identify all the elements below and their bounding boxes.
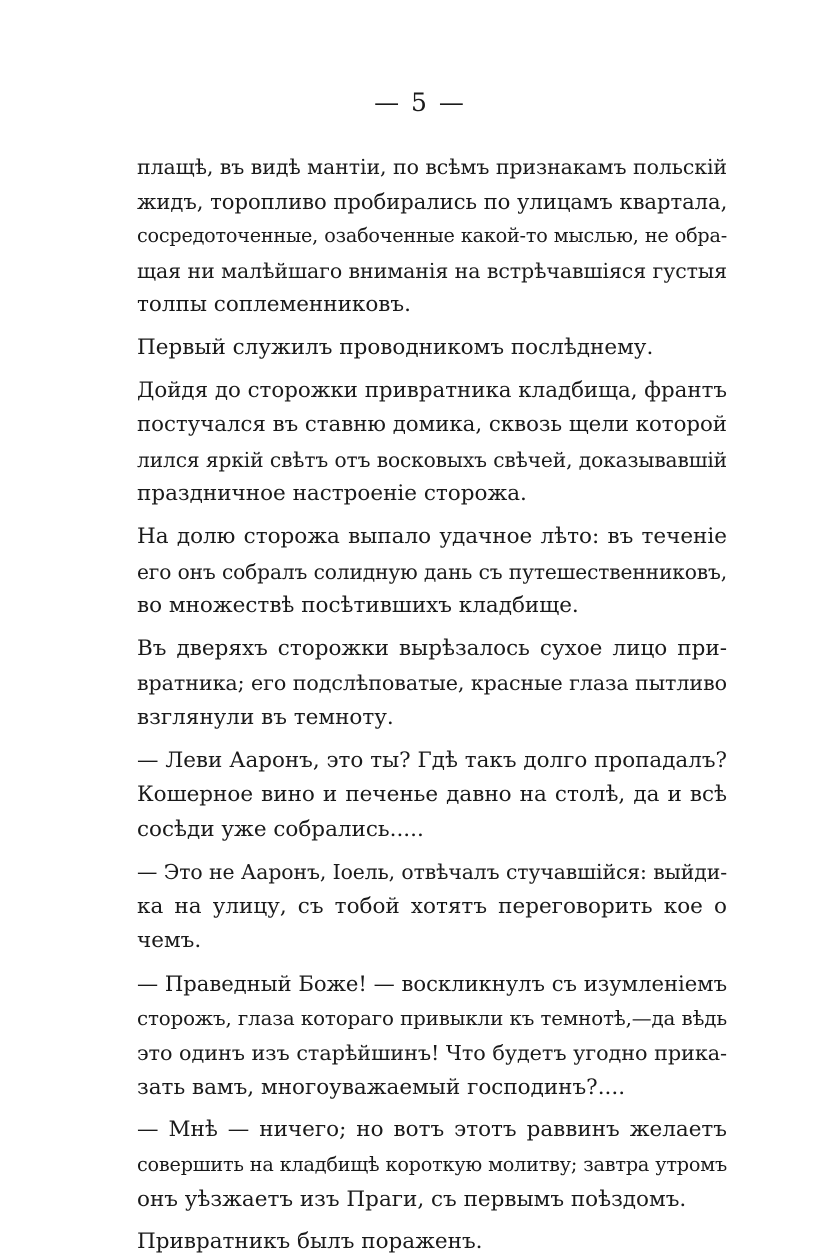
text-line: взглянули въ темноту. <box>137 704 394 730</box>
text-line: сосредоточенные, озабоченные какой-то мыслью, не обра- <box>137 224 727 248</box>
paragraph <box>137 1113 727 1217</box>
text-line: зать вамъ, многоуважаемый господинъ?.... <box>137 1074 626 1100</box>
text-line: — Леви Ааронъ, это ты? Гдѣ такъ долго пропадалъ? <box>137 747 727 773</box>
text-line: чемъ. <box>137 928 202 954</box>
text-line: На долю сторожа выпало удачное лѣто: въ теченіе <box>137 523 727 549</box>
text-line: Привратникъ былъ пораженъ. <box>137 1229 483 1255</box>
text-line: — Это не Ааронъ, Іоель, отвѣчалъ стучавшійся: выйди- <box>137 860 727 885</box>
paragraph <box>137 855 727 959</box>
text-line: это одинъ изъ старѣйшинъ! Что будетъ угодно прика- <box>137 1041 727 1066</box>
text-line: во множествѣ посѣтившихъ кладбище. <box>137 593 579 619</box>
text-line: ка на улицу, съ тобой хотятъ переговорить кое о <box>137 893 727 919</box>
paragraph <box>137 374 727 512</box>
text-line: плащѣ, въ видѣ мантіи, по всѣмъ признакамъ польскій <box>137 155 727 179</box>
paragraph <box>137 744 727 848</box>
body-text <box>137 150 727 1260</box>
paragraph <box>137 967 727 1105</box>
text-line: Дойдя до сторожки привратника кладбища, франтъ <box>137 377 727 403</box>
text-line: Кошерное вино и печенье давно на столѣ, да и всѣ <box>137 782 727 808</box>
text-line: совершить на кладбищѣ короткую молитву; завтра утромъ <box>137 1153 727 1177</box>
paragraph <box>137 632 727 736</box>
text-line: щая ни малѣйшаго вниманія на встрѣчавшіяся густыя <box>137 258 727 283</box>
text-line: сторожъ, глаза котораго привыкли къ темнотѣ,—да вѣдь <box>137 1006 727 1030</box>
paragraph <box>137 1225 727 1260</box>
text-line: лился яркій свѣтъ отъ восковыхъ свѣчей, доказывавшій <box>137 447 727 472</box>
page-number: — 5 — <box>374 88 466 117</box>
paragraph <box>137 520 727 624</box>
text-line: сосѣди уже собрались..... <box>137 816 424 842</box>
text-line: его онъ собралъ солидную дань съ путешественниковъ, <box>137 559 727 584</box>
text-line: жидъ, торопливо пробирались по улицамъ квартала, <box>137 188 728 214</box>
paragraph <box>137 331 727 366</box>
paragraph <box>137 150 727 323</box>
text-line: онъ уѣзжаетъ изъ Праги, съ первымъ поѣздомъ. <box>137 1186 687 1212</box>
text-line: Первый служилъ проводникомъ послѣднему. <box>137 334 654 360</box>
text-line: Въ дверяхъ сторожки вырѣзалось сухое лицо при- <box>137 635 727 661</box>
text-line: толпы соплеменниковъ. <box>137 292 411 318</box>
text-line: постучался въ ставню домика, сквозь щели которой <box>137 412 727 438</box>
text-line: — Мнѣ — ничего; но вотъ этотъ раввинъ желаетъ <box>137 1117 727 1143</box>
text-line: — Праведный Боже! — воскликнулъ съ изумленіемъ <box>137 971 727 997</box>
text-line: вратника; его подслѣповатые, красные глаза пытливо <box>137 671 727 696</box>
text-line: праздничное настроеніе сторожа. <box>137 481 527 507</box>
